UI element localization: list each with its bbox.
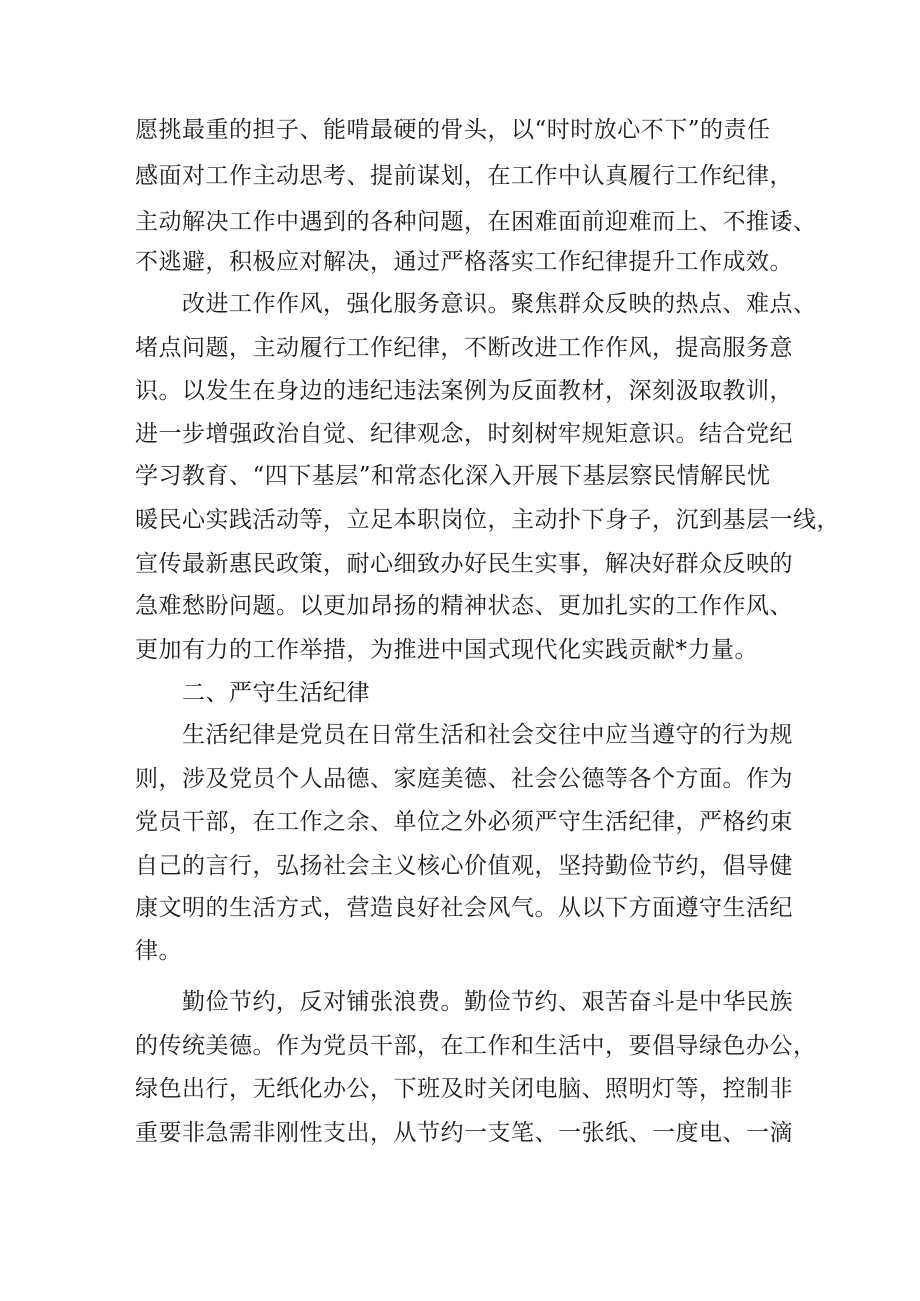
paragraph-line: 改进工作作风，强化服务意识。聚焦群众反映的热点、难点、	[182, 291, 817, 317]
paragraph-line: 绿色出行，无纸化办公，下班及时关闭电脑、照明灯等，控制非	[135, 1076, 793, 1102]
paragraph-line: 党员干部，在工作之余、单位之外必须严守生活纪律，严格约束	[135, 809, 793, 835]
paragraph-line: 学习教育、“四下基层”和常态化深入开展下基层察民情解民忧	[135, 463, 771, 489]
paragraph-line: 的传统美德。作为党员干部，在工作和生活中，要倡导绿色办公，	[135, 1033, 817, 1059]
paragraph-line: 暖民心实践活动等，立足本职岗位，主动扑下身子，沉到基层一线，	[135, 507, 840, 533]
paragraph-line: 愿挑最重的担子、能啃最硬的骨头，以“时时放心不下”的责任	[135, 117, 771, 143]
paragraph-line: 识。以发生在身边的违纪违法案例为反面教材，深刻汲取教训，	[135, 378, 793, 404]
paragraph-line: 堵点问题，主动履行工作纪律，不断改进工作作风，提高服务意	[135, 335, 793, 361]
paragraph-line: 急难愁盼问题。以更加昂扬的精神状态、更加扎实的工作作风、	[135, 593, 793, 619]
paragraph-line: 进一步增强政治自觉、纪律观念，时刻树牢规矩意识。结合党纪	[135, 421, 793, 447]
paragraph-line: 康文明的生活方式，营造良好社会风气。从以下方面遵守生活纪	[135, 895, 793, 921]
paragraph-line: 律。	[135, 938, 182, 964]
paragraph-line: 主动解决工作中遇到的各种问题，在困难面前迎难而上、不推诿、	[135, 209, 817, 235]
paragraph-line: 宣传最新惠民政策，耐心细致办好民生实事，解决好群众反映的	[135, 551, 793, 577]
paragraph-line: 勤俭节约，反对铺张浪费。勤俭节约、艰苦奋斗是中华民族	[182, 989, 793, 1015]
paragraph-line: 感面对工作主动思考、提前谋划，在工作中认真履行工作纪律，	[135, 163, 793, 189]
paragraph-line: 不逃避，积极应对解决，通过严格落实工作纪律提升工作成效。	[135, 249, 793, 275]
paragraph-line: 则，涉及党员个人品德、家庭美德、社会公德等各个方面。作为	[135, 766, 793, 792]
section-heading: 二、严守生活纪律	[182, 680, 370, 706]
paragraph-line: 重要非急需非刚性支出，从节约一支笔、一张纸、一度电、一滴	[135, 1120, 793, 1146]
paragraph-line: 生活纪律是党员在日常生活和社会交往中应当遵守的行为规	[182, 722, 793, 748]
paragraph-line: 更加有力的工作举措，为推进中国式现代化实践贡献*力量。	[135, 637, 758, 663]
paragraph-line: 自己的言行，弘扬社会主义核心价值观，坚持勤俭节约，倡导健	[135, 853, 793, 879]
